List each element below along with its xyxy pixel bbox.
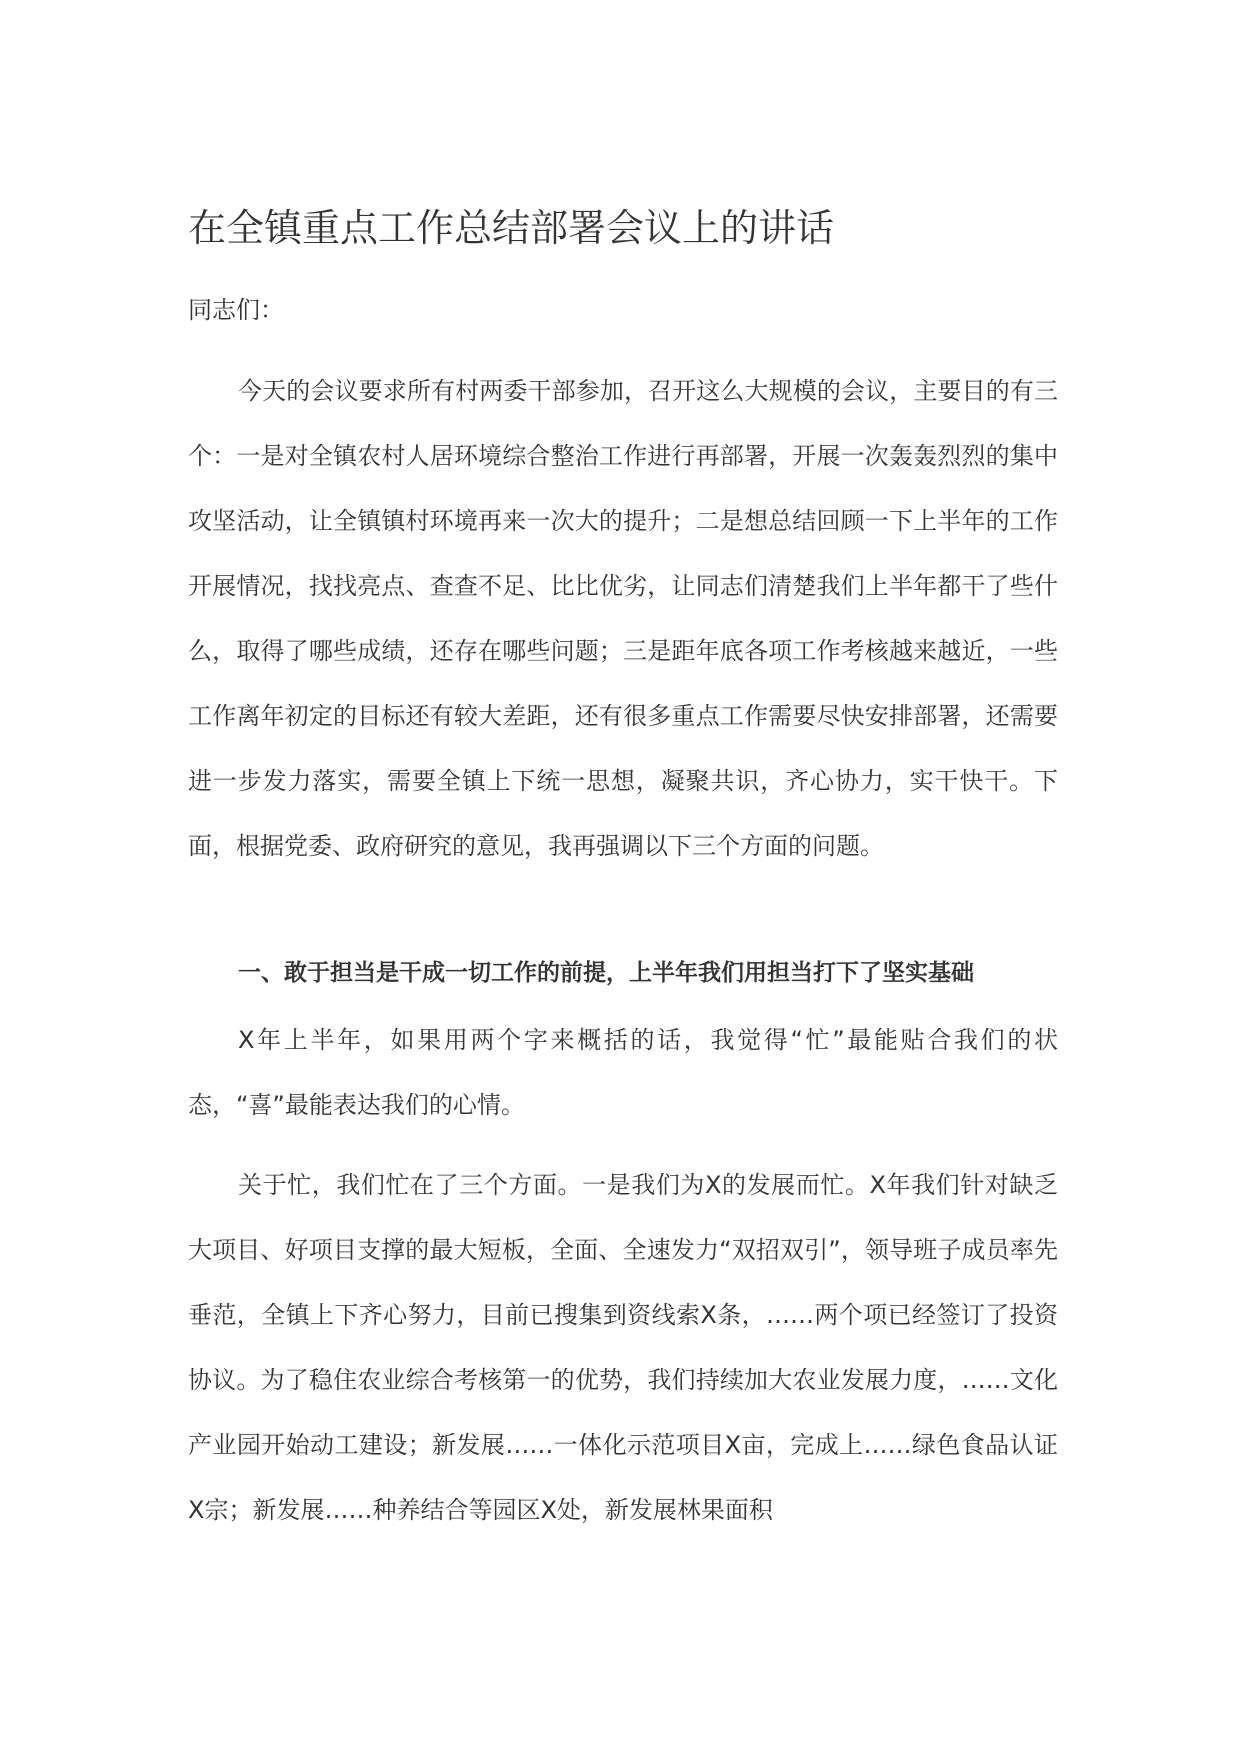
paragraph-intro: 今天的会议要求所有村两委干部参加，召开这么大规模的会议，主要目的有三个：一是对全镇农村人居环境综合整治工作进行再部署，开展一次轰轰烈烈的集中攻坚活动，让全镇镇村环境再来一次大的提升；二是想总结回顾一下上半年的工作开展情况，找找亮点、查查不足、比比优劣，让同志们清楚我们上半年都干了些什么，取得了哪些成绩，还存在哪些问题；三是距年底各项工作考核越来越近，一些工作离年初定的目标还有较大差距，还有很多重点工作需要尽快安排部署，还需要进一步发力落实，需要全镇上下统一思想，凝聚共识，齐心协力，实干快干。下面，根据党委、政府研究的意见，我再强调以下三个方面的问题。 [188, 377, 1058, 860]
paragraph-busy: 关于忙，我们忙在了三个方面。一是我们为X的发展而忙。X年我们针对缺乏大项目、好项目支撑的最大短板，全面、全速发力“双招双引”，领导班子成员率先垂范，全镇上下齐心努力，目前已搜集到资线索X条，……两个项已经签订了投资协议。为了稳住农业综合考核第一的优势，我们持续加大农业发展力度，……文化产业园开始动工建设；新发展……一体化示范项目X亩，完成上……绿色食品认证X宗；新发展……种养结合等园区X处，新发展林果面积 [188, 1171, 1058, 1524]
document-page [188, 0, 1058, 1754]
document-title: 在全镇重点工作总结部署会议上的讲话 [188, 206, 835, 250]
paragraph-summary: X年上半年，如果用两个字来概括的话，我觉得“忙”最能贴合我们的状态，“喜”最能表达我们的心情。 [188, 1026, 1058, 1119]
section-heading: 一、敢于担当是干成一切工作的前提，上半年我们用担当打下了坚实基础 [238, 960, 974, 986]
greeting: 同志们： [188, 296, 284, 324]
